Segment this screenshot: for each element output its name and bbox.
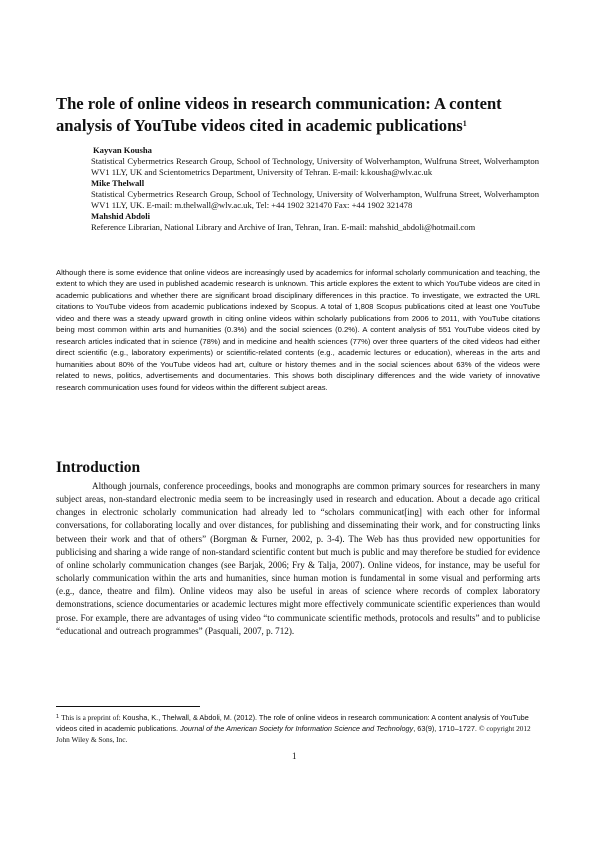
- section-heading-introduction: Introduction: [56, 459, 141, 476]
- author-name: Mike Thelwall: [91, 178, 145, 188]
- author-affiliation: Statistical Cybermetrics Research Group, School of Technology, University of Wolverhampton, Wulfruna Street, Wolverhampton WV1 1LY, UK and Scientometrics Department, University of Tehran. E-mail: k.kousha@wlv.ac.uk: [91, 156, 539, 177]
- paper-title: [56, 93, 542, 137]
- footnote-lead: This is a preprint of:: [61, 713, 123, 722]
- footnote-journal: Journal of the American Society for Information Science and Technology: [180, 724, 414, 733]
- title-footnote-mark: 1: [462, 119, 467, 128]
- footnote-citation-suffix: , 63(9), 1710–1727.: [413, 724, 479, 733]
- introduction-paragraph: Although journals, conference proceedings, books and monographs are common primary sources for researchers in many subject areas, non-standard electronic media seem to be increasingly used in research and education. About a decade ago critical changes in electronic scholarly communication had already led to “scholars communicat[ing] with each other for informal conversations, for collaborating locally and over distances, for publishing and disseminating their work, and for constructing links between their work and that of others” (Borgman & Furner, 2002, p. 3-4). The Web has thus provided new opportunities for publicising and sharing a wide range of non-standard scientific content but much is public and may therefore be studied for evidence of online scholarly communication changes (see Barjak, 2006; Fry & Talja, 2007). Online videos, for instance, may be useful for scholarly communication within the arts and humanities, since human motion is fundamental in some visual and performing arts (e.g., dance, theatre and film). Online videos may also be useful in areas of science where records of complex laboratory demonstrations, science documentaries or academic lectures might more effectively communicate scientific experiences than would prose. For example, there are advantages of using video “to communicate scientific methods, protocols and results” and to publicise “educational and outreach programmes” (Pasquali, 2007, p. 712).: [56, 481, 540, 636]
- abstract: Although there is some evidence that online videos are increasingly used by academics for informal scholarly communication and teaching, the extent to which they are used in published academic research is unknown. This article explores the extent to which YouTube videos are cited in academic publications and whether there are significant broad disciplinary differences in this practice. To investigate, we extracted the URL citations to YouTube videos from academic publications indexed by Scopus. A total of 1,808 Scopus publications cited at least one YouTube video and there was a steady upward growth in citing online videos within scholarly publications from 2006 to 2011, with YouTube citations being most common within arts and humanities (0.3%) and the social sciences (0.2%). A content analysis of 551 YouTube videos cited by research articles indicated that in science (78%) and in medicine and health sciences (77%) over three quarters of the cited videos had either direct scientific (e.g., laboratory experiments) or scientific-related contents (e.g., academic lectures or education), whereas in the arts and humanities about 80% of the YouTube videos had art, culture or history themes and in the social sciences about 63% of the videos were related to news, politics, advertisements and documentaries. This shows both disciplinary differences and the wide variety of innovative research communication uses found for videos within the different subject areas.: [56, 268, 540, 392]
- author-name: Kayvan Kousha: [93, 145, 152, 155]
- paper-title-text: The role of online videos in research communication: A content analysis of YouTube videos cited in academic publications: [56, 94, 502, 135]
- page-number: 1: [292, 751, 297, 761]
- footnote: [56, 712, 540, 745]
- author-affiliation: Reference Librarian, National Library and Archive of Iran, Tehran, Iran. E-mail: mahshid_abdoli@hotmail.com: [91, 222, 476, 232]
- author-affiliation: Statistical Cybermetrics Research Group, School of Technology, University of Wolverhampton, Wulfruna Street, Wolverhampton WV1 1LY, UK. E-mail: m.thelwall@wlv.ac.uk, Tel: +44 1902 321470 Fax: +44 1902 321478: [91, 189, 539, 210]
- footnote-copyright: © copyright 2012 John Wiley & Sons, Inc.: [56, 724, 531, 744]
- author-block: [91, 145, 539, 233]
- footnote-mark: 1: [56, 714, 60, 720]
- footnote-citation-prefix: Kousha, K., Thelwall, & Abdoli, M. (2012). The role of online videos in research communication: A content analysis of YouTube videos cited in academic publications.: [56, 713, 529, 733]
- footnote-divider: [56, 706, 200, 707]
- author-name: Mahshid Abdoli: [91, 211, 150, 221]
